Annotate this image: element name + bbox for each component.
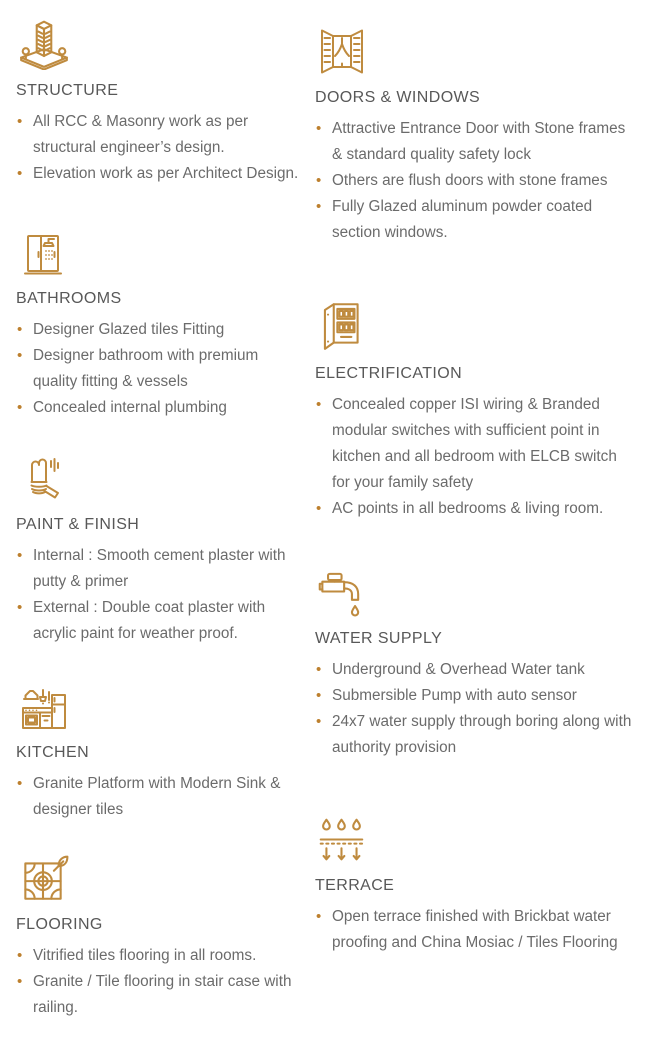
list-item: • 24x7 water supply through boring along with authority provision <box>315 709 636 761</box>
list-item: • AC points in all bedrooms & living room. <box>315 496 636 522</box>
list-item: • Concealed internal plumbing <box>16 395 304 421</box>
feature-list <box>16 109 304 187</box>
section-title: STRUCTURE <box>16 82 119 99</box>
list-item: • Granite Platform with Modern Sink & designer tiles <box>16 771 304 823</box>
list-item: • All RCC & Masonry work as per structural engineer’s design. <box>16 109 304 161</box>
list-item: • Fully Glazed aluminum powder coated section windows. <box>315 194 636 246</box>
list-item: • Underground & Overhead Water tank <box>315 657 636 683</box>
section-title: FLOORING <box>16 916 103 933</box>
waterproofing-icon <box>315 811 636 865</box>
list-item: • Submersible Pump with auto sensor <box>315 683 636 709</box>
building-icon <box>16 16 304 70</box>
list-item: • Granite / Tile flooring in stair case with railing. <box>16 969 304 1021</box>
section-title: TERRACE <box>315 877 395 894</box>
section-title: PAINT & FINISH <box>16 516 140 533</box>
section-terrace <box>315 811 636 956</box>
floor-tile-icon <box>16 850 304 904</box>
section-doors-windows <box>315 23 636 246</box>
section-title: BATHROOMS <box>16 290 122 307</box>
feature-list <box>16 771 304 823</box>
section-paint-finish <box>16 450 304 647</box>
feature-list <box>16 543 304 647</box>
section-flooring <box>16 850 304 1021</box>
list-item: • Designer Glazed tiles Fitting <box>16 317 304 343</box>
shower-cabinet-icon <box>16 224 304 278</box>
feature-list <box>315 116 636 246</box>
list-item: • Designer bathroom with premium quality fitting & vessels <box>16 343 304 395</box>
feature-list <box>16 943 304 1021</box>
feature-list <box>16 317 304 421</box>
list-item: • Elevation work as per Architect Design. <box>16 161 304 187</box>
list-item: • Internal : Smooth cement plaster with putty & primer <box>16 543 304 595</box>
list-item: • Attractive Entrance Door with Stone frames & standard quality safety lock <box>315 116 636 168</box>
electrical-panel-icon <box>315 299 636 353</box>
section-kitchen <box>16 678 304 823</box>
list-item: • External : Double coat plaster with acrylic paint for weather proof. <box>16 595 304 647</box>
list-item: • Open terrace finished with Brickbat water proofing and China Mosiac / Tiles Flooring <box>315 904 636 956</box>
section-title: WATER SUPPLY <box>315 630 443 647</box>
list-item: • Concealed copper ISI wiring & Branded modular switches with sufficient point in kitchen and all bedroom with ELCB switch for your family safety <box>315 392 636 496</box>
section-structure <box>16 16 304 187</box>
section-water-supply <box>315 564 636 761</box>
section-title: DOORS & WINDOWS <box>315 89 481 106</box>
list-item: • Vitrified tiles flooring in all rooms. <box>16 943 304 969</box>
right-column <box>315 16 636 1054</box>
section-title: KITCHEN <box>16 744 90 761</box>
section-bathrooms <box>16 224 304 421</box>
paint-brush-icon <box>16 450 304 504</box>
section-electrification <box>315 299 636 522</box>
left-column <box>16 16 304 1054</box>
open-window-icon <box>315 23 636 77</box>
section-title: ELECTRIFICATION <box>315 365 463 382</box>
feature-list <box>315 657 636 761</box>
water-tap-icon <box>315 564 636 618</box>
kitchen-icon <box>16 678 304 732</box>
list-item: • Others are flush doors with stone frames <box>315 168 636 194</box>
feature-list <box>315 392 636 522</box>
feature-list <box>315 904 636 956</box>
